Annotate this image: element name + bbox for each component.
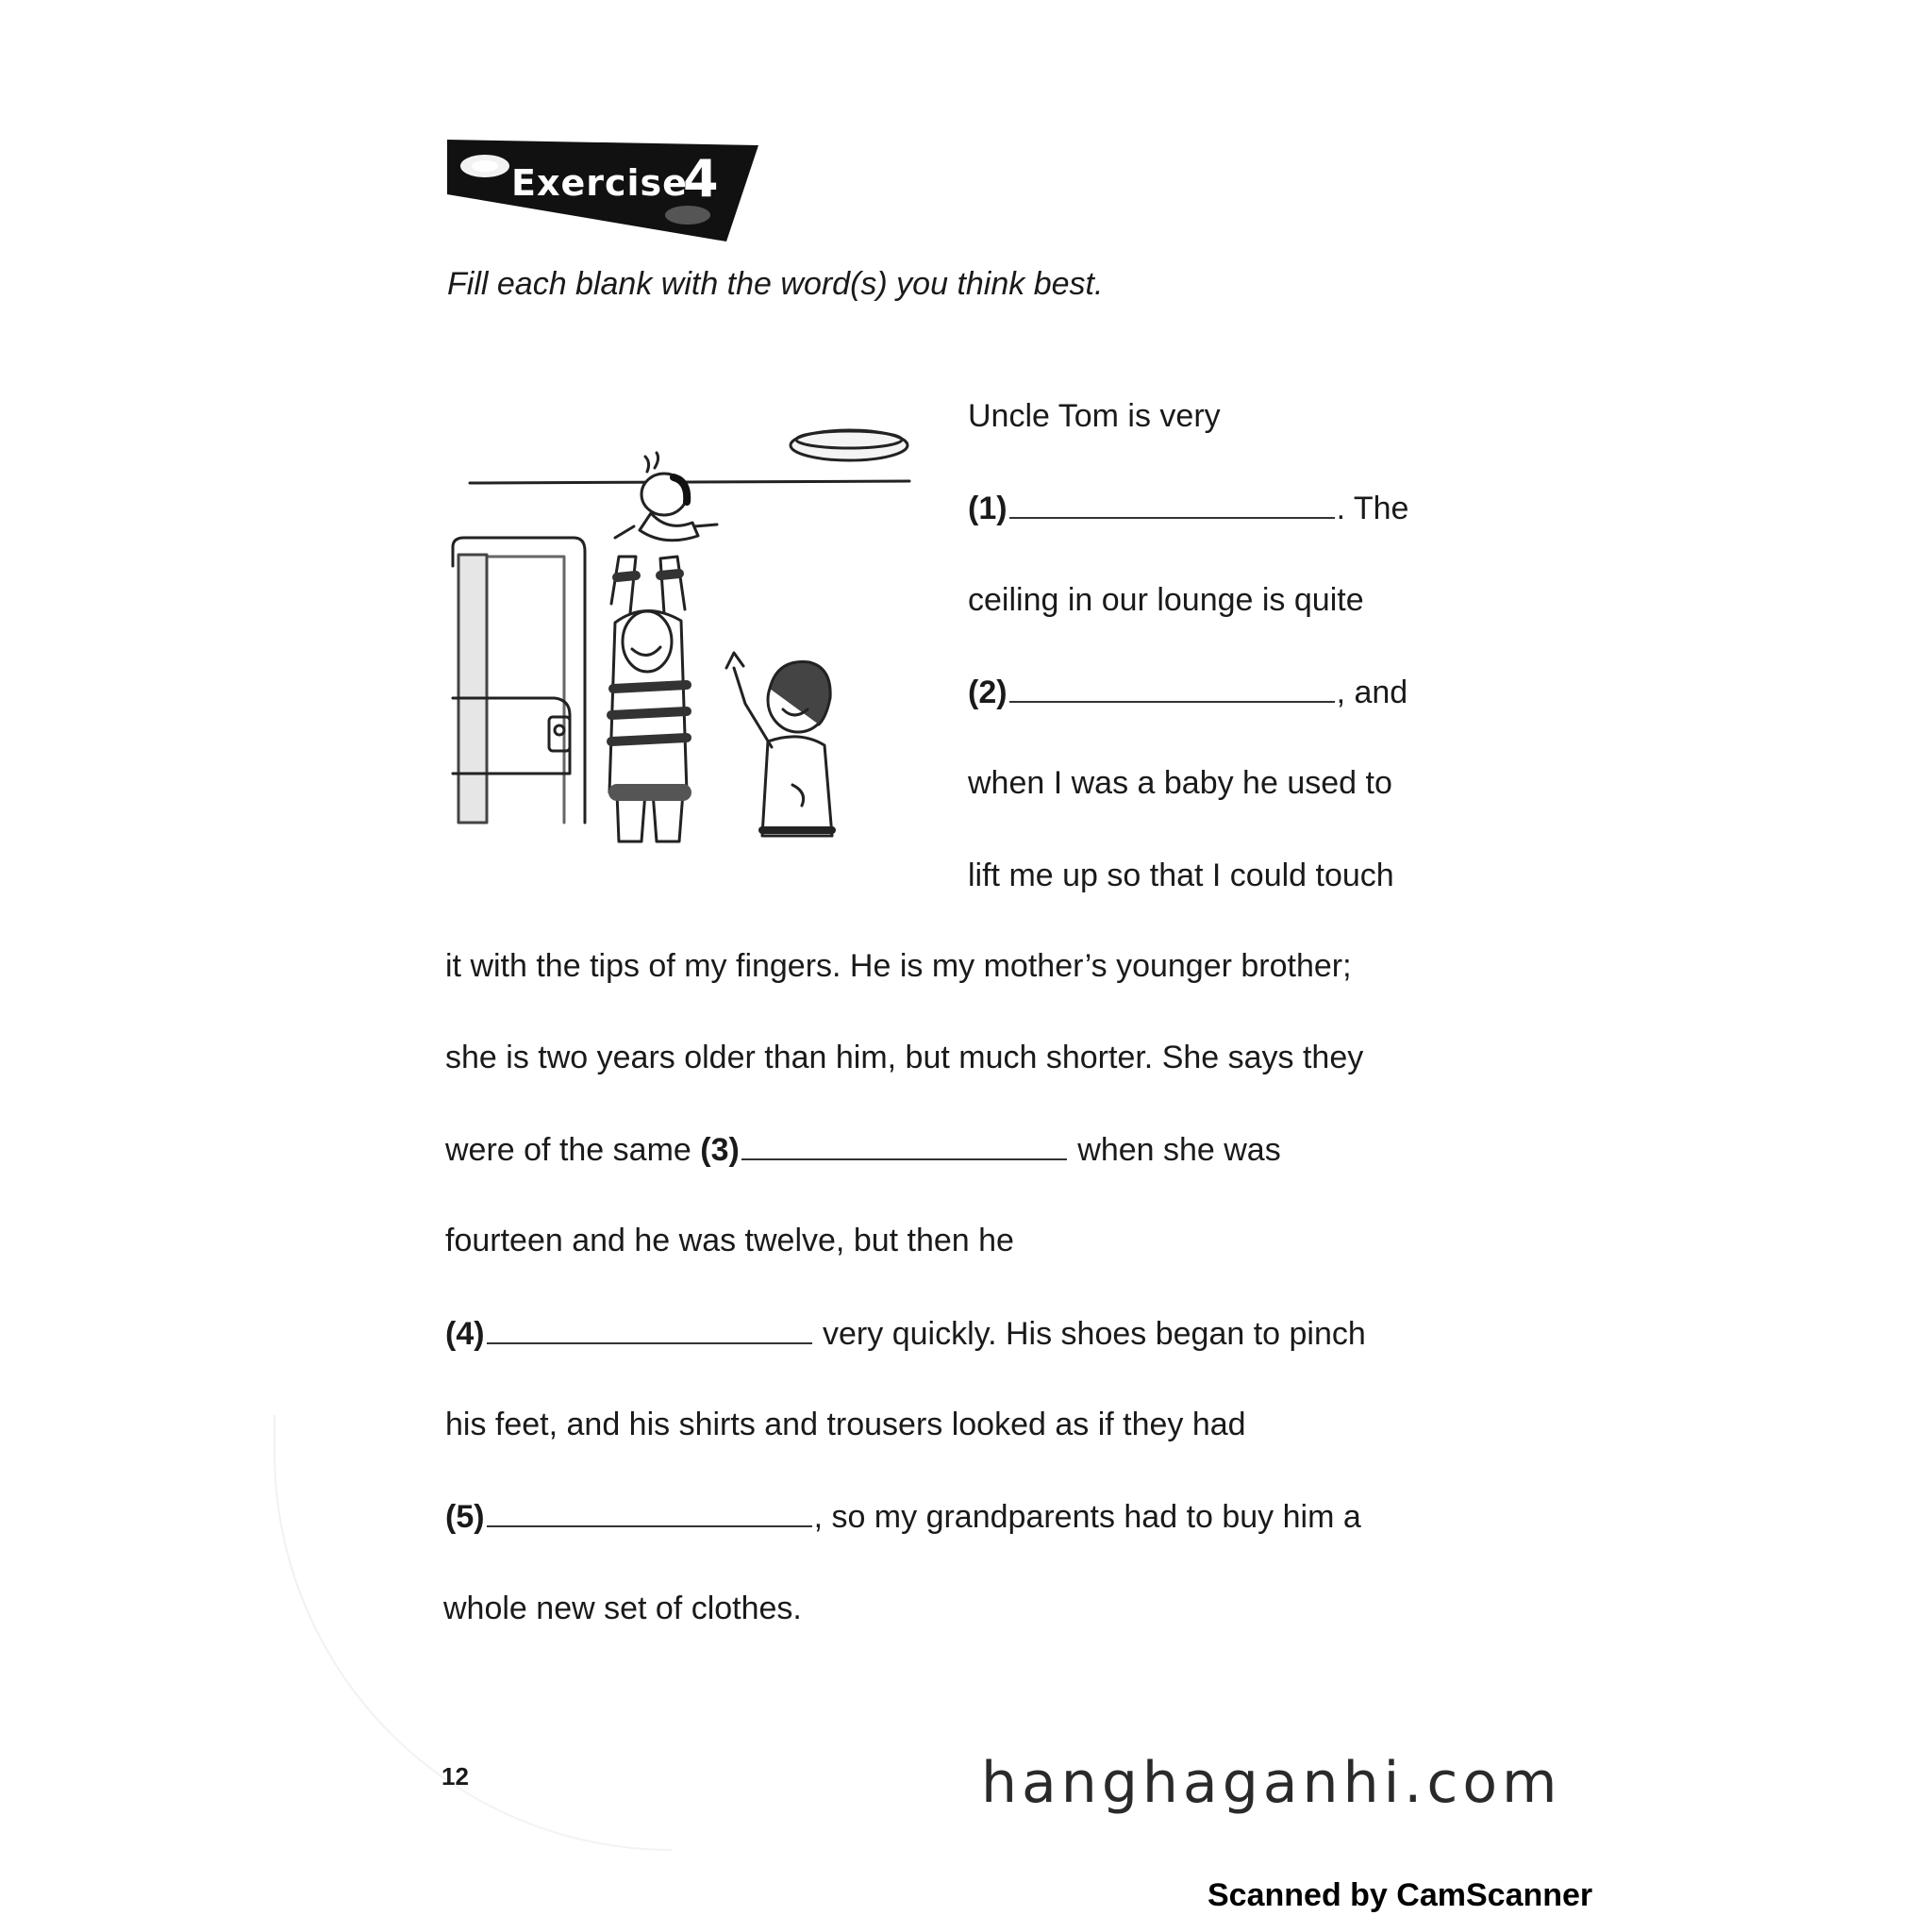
page-curl-shadow (274, 1415, 672, 1851)
passage-line-blank-3 (445, 1130, 1281, 1169)
exercise-banner (447, 140, 758, 242)
answer-blank-2[interactable] (1009, 673, 1335, 703)
scanner-credit: Scanned by CamScanner (1208, 1877, 1593, 1913)
passage-line: whole new set of clothes. (443, 1591, 802, 1626)
passage-text: , and (1336, 675, 1408, 710)
passage-text: were of the same (445, 1132, 691, 1168)
passage-line-blank-1 (968, 489, 1408, 527)
blank-number: (1) (968, 491, 1008, 526)
illustration-uncle-lifting-baby (451, 415, 923, 849)
passage-line-blank-5 (445, 1497, 1361, 1536)
answer-blank-1[interactable] (1009, 489, 1335, 519)
blank-number: (4) (445, 1316, 485, 1352)
passage-line: his feet, and his shirts and trousers looked as if they had (445, 1407, 1246, 1442)
answer-blank-5[interactable] (487, 1497, 812, 1527)
blank-number: (5) (445, 1499, 485, 1535)
passage-line: fourteen and he was twelve, but then he (445, 1223, 1014, 1258)
passage-text: when she was (1077, 1132, 1281, 1168)
passage-line-blank-4 (445, 1314, 1366, 1353)
passage-line-blank-2 (968, 673, 1407, 711)
exercise-number: 4 (683, 149, 719, 208)
blank-number: (3) (700, 1132, 740, 1168)
passage-line: lift me up so that I could touch (968, 858, 1394, 893)
answer-blank-4[interactable] (487, 1314, 812, 1344)
answer-blank-3[interactable] (741, 1130, 1067, 1160)
passage-text: , so my grandparents had to buy him a (813, 1499, 1361, 1535)
passage-text: very quickly. His shoes began to pinch (823, 1316, 1366, 1352)
passage-text: . The (1336, 491, 1409, 526)
passage-line: when I was a baby he used to (968, 765, 1392, 801)
passage-line: it with the tips of my fingers. He is my mother’s younger brother; (445, 948, 1352, 984)
watermark-text: hanghaganhi.com (981, 1750, 1562, 1816)
passage-line: Uncle Tom is very (968, 398, 1221, 434)
blank-number: (2) (968, 675, 1008, 710)
passage-line: ceiling in our lounge is quite (968, 582, 1364, 618)
passage-line: she is two years older than him, but much shorter. She says they (445, 1040, 1364, 1075)
instruction-text: Fill each blank with the word(s) you think best. (447, 266, 1104, 302)
exercise-label: Exercise (511, 162, 688, 204)
page-number: 12 (441, 1762, 469, 1790)
